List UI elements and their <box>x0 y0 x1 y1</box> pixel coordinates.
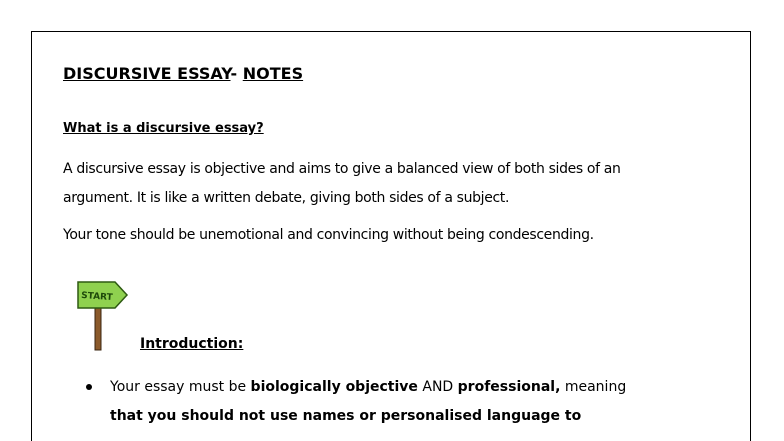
section-heading-what-is: What is a discursive essay? <box>63 121 264 136</box>
list-item-continuation: that you should not use names or personalised language to <box>110 408 582 424</box>
document-title <box>63 64 303 83</box>
bullet-icon <box>86 384 92 390</box>
title-separator: - <box>230 64 243 83</box>
definition-paragraph: A discursive essay is objective and aims to give a balanced view of both sides of an argument. It is like a written debate, giving both sides of a subject. <box>63 161 621 206</box>
introduction-heading: Introduction: <box>140 336 244 352</box>
title-main: DISCURSIVE ESSAY <box>63 64 231 83</box>
sign-label: START <box>80 290 114 304</box>
tone-paragraph: Your tone should be unemotional and convincing without being condescending. <box>63 227 594 243</box>
introduction-list <box>63 373 683 431</box>
start-signpost-icon <box>75 274 131 352</box>
title-notes: NOTES <box>242 64 304 83</box>
list-item: Your essay must be biologically objective AND professional, meaning <box>63 373 683 402</box>
